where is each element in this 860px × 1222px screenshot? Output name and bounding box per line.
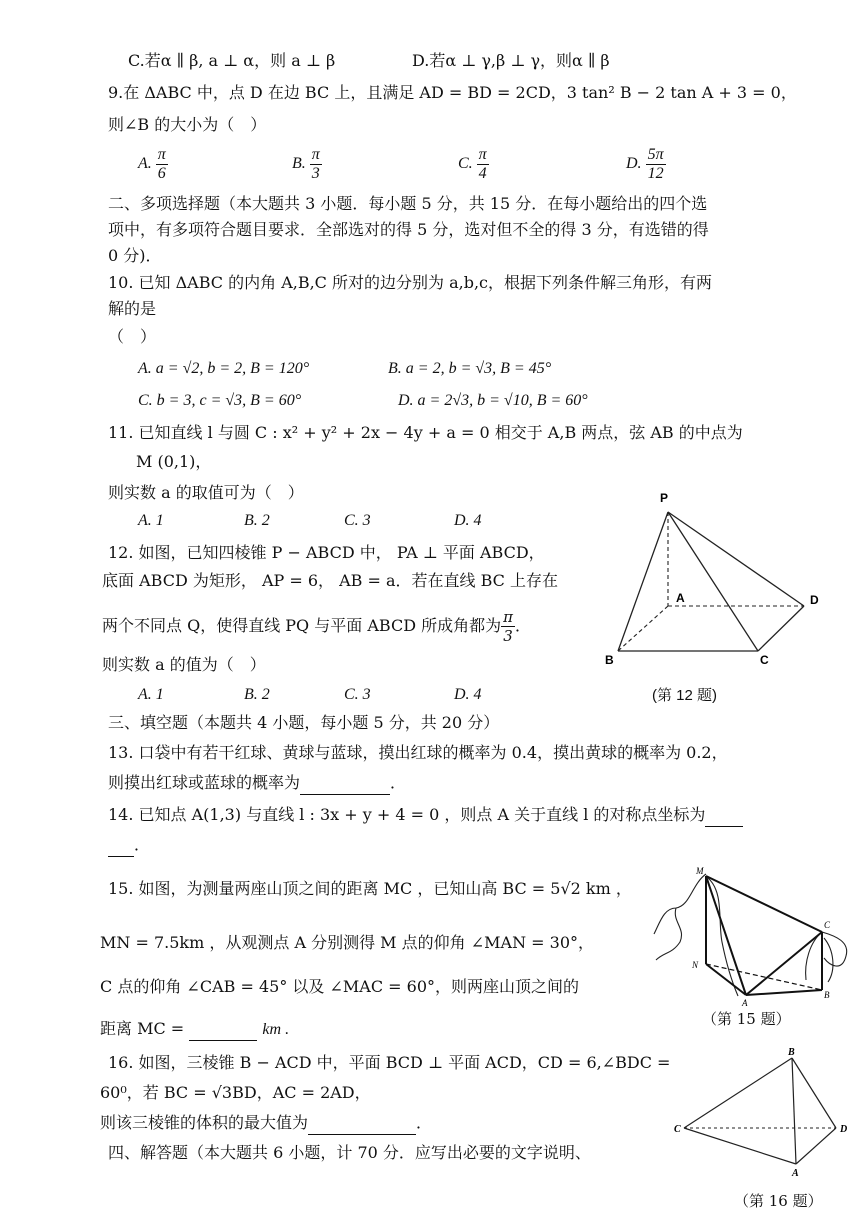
edge-ba [792,1058,796,1164]
q16-figure-caption: （第 16 题） [734,1192,823,1210]
q10-option-c: C. b = 3, c = √3, B = 60° [138,392,302,409]
label-n: N [692,960,699,970]
q9-stem-line2: 则∠B 的大小为（ ） [108,115,267,134]
q15-answer-blank[interactable] [189,1018,257,1041]
q16-answer-blank[interactable] [308,1112,416,1135]
q13-stem-line1: 13. 口袋中有若干红球、黄球与蓝球，摸出红球的概率为 0.4，摸出黄球的概率为 0.2， [108,743,728,762]
q8-option-d: D.若α ⊥ γ,β ⊥ γ，则α ∥ β [412,51,610,70]
label-c: C [760,653,769,667]
q15-stem-line4: 距离 MC = km . [100,1018,289,1041]
q12-option-b: B. 2 [244,686,270,703]
edge-cd [758,606,804,651]
label-c: C [824,920,831,930]
q11-option-c: C. 3 [344,512,371,529]
label-p: P [660,491,669,505]
q9-option-d: D. $\frac{5\pi}{12}$ [626,146,664,182]
q13-stem-line2: 则摸出红球或蓝球的概率为 ． [108,772,406,795]
q15-stem-line2: MN = 7.5km ，从观测点 A 分别测得 M 点的仰角 ∠MAN = 30°， [100,933,595,952]
q10-stem-line1: 10. 已知 ΔABC 的内角 A,B,C 所对的边分别为 a,b,c，根据下列条件解三角形，有两 [108,273,713,292]
edge-bc [684,1058,792,1128]
q11-stem-line2: M (0,1)， [136,452,212,471]
edge-pb [618,512,668,651]
q12-pyramid-figure [600,486,840,676]
q12-stem-line3: 两个不同点 Q，使得直线 PQ 与平面 ABCD 所成角都为 $\frac{\pi}{3}$ ． [102,608,531,645]
q16-stem-line3: 则该三棱锥的体积的最大值为 ． [100,1112,432,1135]
q10-answer-paren: （ ） [108,327,157,346]
q14-stem-line1: 14. 已知点 A(1,3) 与直线 l : 3x + y + 4 = 0 ，则点 A 关于直线 l 的对称点坐标为 [108,804,743,827]
q15-figure-caption: （第 15 题） [702,1010,791,1028]
q12-figure-caption: (第 12 题) [652,687,718,704]
q11-option-b: B. 2 [244,512,270,529]
q11-option-a: A. 1 [138,512,164,529]
section4-heading: 四、解答题（本大题共 6 小题，计 70 分．应写出必要的文字说明、 [108,1143,591,1162]
edge-pd [668,512,804,606]
q11-stem-line3: 则实数 a 的取值可为（ ） [108,483,304,502]
q14-answer-blank-part2[interactable] [108,834,134,857]
section2-heading-line1: 二、多项选择题（本大题共 3 小题．每小题 5 分，共 15 分．在每小题给出的四个选 [108,194,708,213]
edge-ca [684,1128,796,1164]
segment-mc [706,876,822,932]
section2-heading-line3: 0 分)． [108,246,162,265]
edge-ad [796,1128,836,1164]
edge-pc [668,512,758,651]
q14-answer-blank-part1[interactable] [705,804,743,827]
q10-stem-line2: 解的是 [108,299,157,318]
label-b: B [788,1047,795,1058]
q15-mountain-figure [646,862,852,1010]
q11-stem-line1: 11. 已知直线 l 与圆 C : x² + y² + 2x − 4y + a = 0 相交于 A,B 两点，弦 AB 的中点为 [108,423,743,442]
q10-option-b: B. a = 2, b = √3, B = 45° [388,360,552,377]
label-m: M [696,866,704,876]
label-b: B [824,990,830,1000]
q12-option-c: C. 3 [344,686,371,703]
q11-option-d: D. 4 [454,512,482,529]
q10-option-d: D. a = 2√3, b = √10, B = 60° [398,392,588,409]
label-d: D [810,593,819,607]
label-a: A [792,1168,799,1179]
q14-stem-line2: ． [108,834,150,857]
q9-option-b: B. $\frac{\pi}{3}$ [292,146,320,182]
q9-stem-line1: 9.在 ΔABC 中，点 D 在边 BC 上，且满足 AD = BD = 2CD，3 tan² B − 2 tan A + 3 = 0， [108,83,797,102]
section2-heading-line2: 项中，有多项符合题目要求．全部选对的得 5 分，选对但不全的得 3 分，有选错的得 [108,220,709,239]
q9-option-c: C. $\frac{\pi}{4}$ [458,146,487,182]
label-a: A [676,591,685,605]
q9-option-a: A. $\frac{\pi}{6}$ [138,146,166,182]
q12-option-a: A. 1 [138,686,164,703]
q15-stem-line3: C 点的仰角 ∠CAB = 45° 以及 ∠MAC = 60°，则两座山顶之间的 [100,977,580,996]
q12-stem-line4: 则实数 a 的值为（ ） [102,655,266,674]
q8-option-c: C.若α ∥ β, a ⊥ α，则 a ⊥ β [128,51,336,70]
q12-stem-line1: 12. 如图，已知四棱锥 P − ABCD 中， PA ⊥ 平面 ABCD， [108,543,545,562]
label-b: B [605,653,614,667]
segment-ma [706,876,746,995]
q10-option-a: A. a = √2, b = 2, B = 120° [138,360,310,377]
section3-heading: 三、填空题（本题共 4 小题，每小题 5 分，共 20 分） [108,713,500,732]
q12-stem-line2: 底面 ABCD 为矩形， AP = 6， AB = a．若在直线 BC 上存在 [102,571,559,590]
q16-stem-line2: 60⁰，若 BC = √3BD，AC = 2AD， [100,1083,371,1102]
edge-bd [792,1058,836,1128]
label-a: A [742,998,748,1008]
label-d: D [840,1124,848,1135]
label-c: C [674,1124,681,1135]
q16-tetrahedron-figure [672,1044,858,1180]
q15-stem-line1: 15. 如图，为测量两座山顶之间的距离 MC ，已知山高 BC = 5√2 km ， [108,879,632,898]
segment-ab [746,990,822,995]
q12-option-d: D. 4 [454,686,482,703]
q13-answer-blank[interactable] [300,772,390,795]
segment-ac [746,932,822,995]
q16-stem-line1: 16. 如图，三棱锥 B − ACD 中，平面 BCD ⊥ 平面 ACD，CD = 6,∠BDC = [108,1053,671,1072]
